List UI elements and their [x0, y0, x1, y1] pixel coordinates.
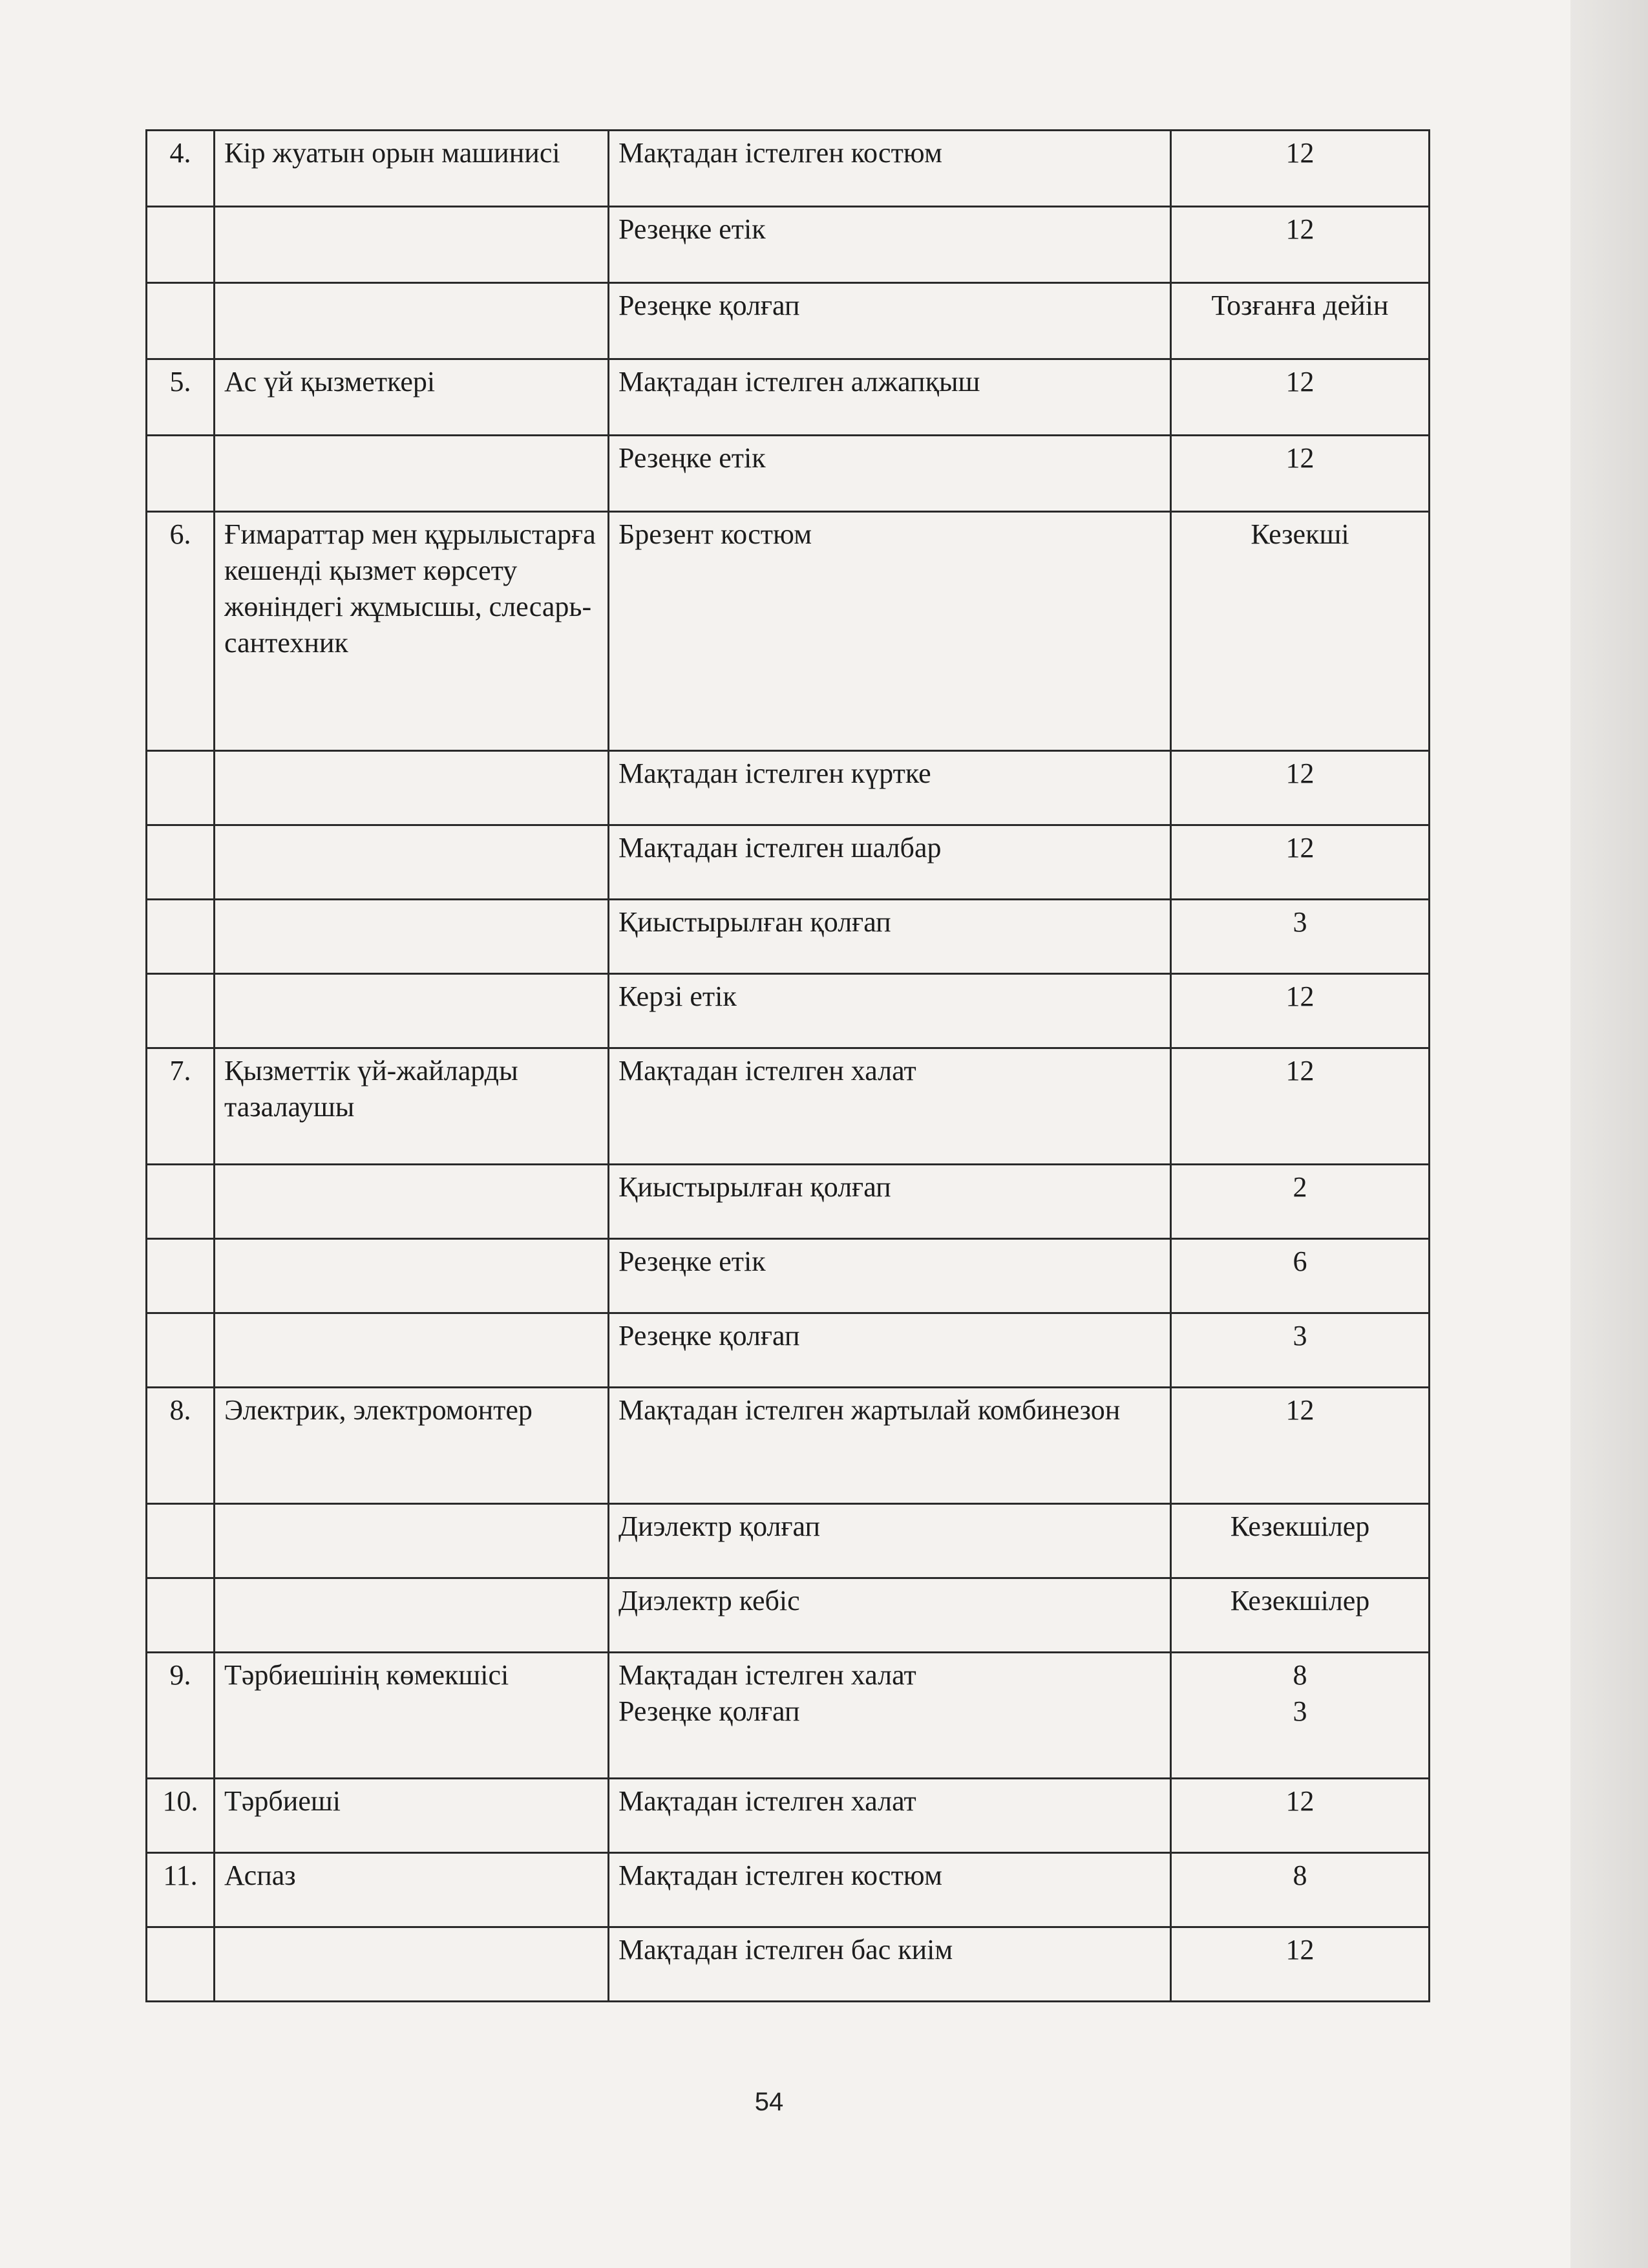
row-number — [147, 1239, 215, 1313]
position-cell: Қызметтік үй-жайларды тазалаушы — [215, 1048, 609, 1165]
position-cell — [215, 207, 609, 283]
item-line: Мақтадан істелген халат — [618, 1659, 916, 1691]
item-cell: Мақтадан істелген күртке — [609, 751, 1171, 825]
item-cell: Резеңке етік — [609, 1239, 1171, 1313]
norm-cell: Кезекшілер — [1171, 1578, 1430, 1653]
item-cell: Резеңке етік — [609, 436, 1171, 512]
position-cell — [215, 436, 609, 512]
row-number: 8. — [147, 1388, 215, 1504]
position-cell: Ас үй қызметкері — [215, 359, 609, 436]
item-cell: Мақтадан істелген алжапқыш — [609, 359, 1171, 436]
table-row — [147, 1779, 1430, 1853]
norm-cell: 12 — [1171, 207, 1430, 283]
item-cell: Мақтадан істелген бас киім — [609, 1927, 1171, 2002]
item-cell: Мақтадан істелген жартылай комбинезон — [609, 1388, 1171, 1504]
norm-cell: 12 — [1171, 359, 1430, 436]
norm-cell: 12 — [1171, 131, 1430, 207]
row-number: 4. — [147, 131, 215, 207]
table-row — [147, 283, 1430, 359]
table-row — [147, 1048, 1430, 1165]
row-number — [147, 1313, 215, 1388]
position-cell — [215, 1927, 609, 2002]
table-row — [147, 1927, 1430, 2002]
table-row — [147, 825, 1430, 900]
item-line: Резеңке қолғап — [618, 1695, 800, 1727]
item-cell: Мақтадан істелген шалбар — [609, 825, 1171, 900]
position-cell — [215, 283, 609, 359]
position-cell — [215, 1504, 609, 1578]
row-number: 7. — [147, 1048, 215, 1165]
position-cell: Электрик, электромонтер — [215, 1388, 609, 1504]
table-row — [147, 900, 1430, 974]
table-row — [147, 1313, 1430, 1388]
table-row — [147, 751, 1430, 825]
item-cell — [609, 1653, 1171, 1779]
item-cell: Қиыстырылған қолғап — [609, 900, 1171, 974]
position-cell — [215, 825, 609, 900]
row-number — [147, 1927, 215, 2002]
table-row — [147, 1388, 1430, 1504]
table-row — [147, 436, 1430, 512]
position-cell — [215, 974, 609, 1048]
position-cell: Тәрбиешінің көмекшісі — [215, 1653, 609, 1779]
table-row — [147, 1653, 1430, 1779]
row-number — [147, 751, 215, 825]
row-number — [147, 900, 215, 974]
norm-cell: 2 — [1171, 1165, 1430, 1239]
table-row — [147, 359, 1430, 436]
item-cell: Брезент костюм — [609, 512, 1171, 751]
position-cell — [215, 1313, 609, 1388]
position-cell — [215, 1239, 609, 1313]
norm-cell: 3 — [1171, 900, 1430, 974]
row-number — [147, 207, 215, 283]
item-cell: Мақтадан істелген костюм — [609, 131, 1171, 207]
row-number: 11. — [147, 1853, 215, 1927]
norm-cell: 12 — [1171, 974, 1430, 1048]
position-cell: Ғимараттар мен құрылыстарға кешенді қызмет көрсету жөніндегі жұмысшы, слесарь-сантехник — [215, 512, 609, 751]
page-number: 54 — [754, 2088, 784, 2116]
norm-cell: 12 — [1171, 1048, 1430, 1165]
item-cell: Керзі етік — [609, 974, 1171, 1048]
page-edge-shade — [1570, 0, 1648, 2268]
item-cell: Қиыстырылған қолғап — [609, 1165, 1171, 1239]
position-cell: Аспаз — [215, 1853, 609, 1927]
norm-line: 8 — [1293, 1659, 1307, 1691]
row-number — [147, 825, 215, 900]
table-row — [147, 1239, 1430, 1313]
norm-cell: Кезекшілер — [1171, 1504, 1430, 1578]
item-cell: Диэлектр кебіс — [609, 1578, 1171, 1653]
item-cell: Резеңке қолғап — [609, 283, 1171, 359]
table-row — [147, 1853, 1430, 1927]
row-number — [147, 1165, 215, 1239]
row-number — [147, 1578, 215, 1653]
row-number — [147, 283, 215, 359]
position-cell: Кір жуатын орын машинисі — [215, 131, 609, 207]
norm-cell: 8 — [1171, 1853, 1430, 1927]
norm-cell — [1171, 1653, 1430, 1779]
norm-cell: 12 — [1171, 751, 1430, 825]
norm-cell: 12 — [1171, 436, 1430, 512]
table-row — [147, 131, 1430, 207]
norm-cell: 6 — [1171, 1239, 1430, 1313]
table-row — [147, 207, 1430, 283]
norm-cell: Кезекші — [1171, 512, 1430, 751]
item-cell: Резеңке қолғап — [609, 1313, 1171, 1388]
norm-cell: 12 — [1171, 1927, 1430, 2002]
norm-cell: 12 — [1171, 1779, 1430, 1853]
row-number: 9. — [147, 1653, 215, 1779]
row-number: 5. — [147, 359, 215, 436]
table-row — [147, 1165, 1430, 1239]
position-cell: Тәрбиеші — [215, 1779, 609, 1853]
norm-cell: 12 — [1171, 1388, 1430, 1504]
row-number — [147, 436, 215, 512]
row-number: 10. — [147, 1779, 215, 1853]
norm-cell: Тозғанға дейін — [1171, 283, 1430, 359]
item-cell: Мақтадан істелген костюм — [609, 1853, 1171, 1927]
table-row — [147, 1504, 1430, 1578]
position-cell — [215, 900, 609, 974]
item-cell: Диэлектр қолғап — [609, 1504, 1171, 1578]
norm-line: 3 — [1293, 1695, 1307, 1727]
item-cell: Мақтадан істелген халат — [609, 1048, 1171, 1165]
row-number — [147, 1504, 215, 1578]
norm-cell: 12 — [1171, 825, 1430, 900]
protective-clothing-table — [145, 129, 1430, 2002]
table-row — [147, 974, 1430, 1048]
position-cell — [215, 1165, 609, 1239]
item-cell: Резеңке етік — [609, 207, 1171, 283]
table-row — [147, 1578, 1430, 1653]
position-cell — [215, 751, 609, 825]
row-number: 6. — [147, 512, 215, 751]
row-number — [147, 974, 215, 1048]
item-cell: Мақтадан істелген халат — [609, 1779, 1171, 1853]
table-row — [147, 512, 1430, 751]
norm-cell: 3 — [1171, 1313, 1430, 1388]
position-cell — [215, 1578, 609, 1653]
